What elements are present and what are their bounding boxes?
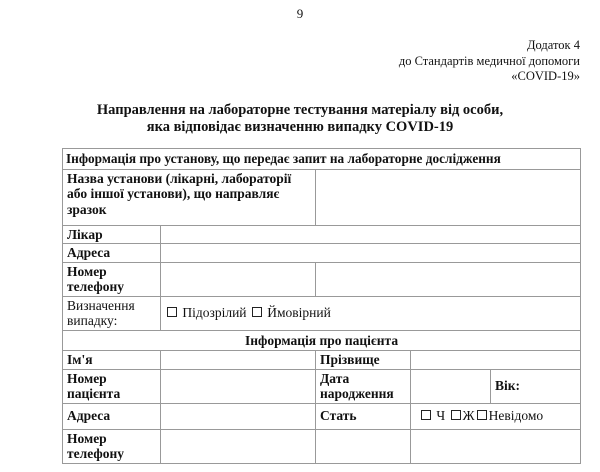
- institution-phone-row: [63, 262, 581, 296]
- sex-unknown-checkbox[interactable]: [477, 410, 487, 420]
- institution-name-label: Назва установи (лікарні, лабораторії або іншої установи), що направляє зразок: [63, 169, 316, 225]
- patient-surname-label: Прізвище: [316, 351, 411, 370]
- institution-name-row: [63, 169, 581, 225]
- case-definition-label: Визначення випадку:: [63, 296, 161, 330]
- document-title: [60, 102, 540, 136]
- patient-phone-row: [63, 429, 581, 463]
- case-definition-options: [161, 296, 581, 330]
- case-definition-row: [63, 296, 581, 330]
- patient-surname-field[interactable]: [411, 351, 581, 370]
- patient-phone-field[interactable]: [161, 429, 316, 463]
- institution-section-row: [63, 149, 581, 170]
- sex-options: [411, 403, 581, 429]
- patient-address-field[interactable]: [161, 403, 316, 429]
- patient-name-row: [63, 351, 581, 370]
- patient-number-label: Номер пацієнта: [63, 369, 161, 403]
- sex-unknown-label: Невідомо: [488, 408, 544, 424]
- institution-phone-field[interactable]: [161, 262, 316, 296]
- patient-section-header: Інформація про пацієнта: [63, 330, 581, 351]
- patient-number-field[interactable]: [161, 369, 316, 403]
- page-number: 9: [296, 6, 304, 21]
- patient-phone-extra-field[interactable]: [316, 429, 411, 463]
- sex-female-checkbox[interactable]: [451, 410, 461, 420]
- title-line-2: яка відповідає визначенню випадку COVID-19: [146, 119, 454, 135]
- institution-phone-extra-field[interactable]: [316, 262, 581, 296]
- institution-phone-label: Номер телефону: [63, 262, 161, 296]
- age-label: Вік:: [491, 369, 581, 403]
- institution-name-field[interactable]: [316, 169, 581, 225]
- institution-address-label: Адреса: [63, 244, 161, 263]
- annex-line-1: Додаток 4: [527, 38, 580, 52]
- title-line-1: Направлення на лабораторне тестування матеріалу від особи,: [96, 102, 504, 118]
- birth-date-label: Дата народження: [316, 369, 411, 403]
- suspected-checkbox[interactable]: [167, 307, 177, 317]
- patient-address-row: [63, 403, 581, 429]
- sex-label: Стать: [316, 403, 411, 429]
- sex-male-label: Ч: [436, 408, 446, 424]
- patient-name-field[interactable]: [161, 351, 316, 370]
- sex-male-checkbox[interactable]: [421, 410, 431, 420]
- annex-line-3: «COVID-19»: [511, 69, 580, 83]
- patient-number-row: [63, 369, 581, 403]
- annex-reference: [399, 38, 580, 85]
- patient-phone-extra-field-2[interactable]: [411, 429, 581, 463]
- institution-address-row: [63, 244, 581, 263]
- patient-section-row: [63, 330, 581, 351]
- doctor-label: Лікар: [63, 225, 161, 244]
- doctor-field[interactable]: [161, 225, 581, 244]
- patient-address-label: Адреса: [63, 403, 161, 429]
- annex-line-2: до Стандартів медичної допомоги: [398, 53, 580, 68]
- sex-female-label: Ж: [462, 408, 475, 424]
- suspected-option-label: Підозрілий: [182, 305, 247, 321]
- institution-section-header: Інформація про установу, що передає запит на лабораторне дослідження: [63, 149, 581, 170]
- probable-checkbox[interactable]: [252, 307, 262, 317]
- patient-phone-label: Номер телефону: [63, 429, 161, 463]
- probable-option-label: Ймовірний: [267, 305, 331, 321]
- referral-form-table: [62, 148, 581, 464]
- doctor-row: [63, 225, 581, 244]
- patient-name-label: Ім'я: [63, 351, 161, 370]
- institution-address-field[interactable]: [161, 244, 581, 263]
- birth-date-field[interactable]: [411, 369, 491, 403]
